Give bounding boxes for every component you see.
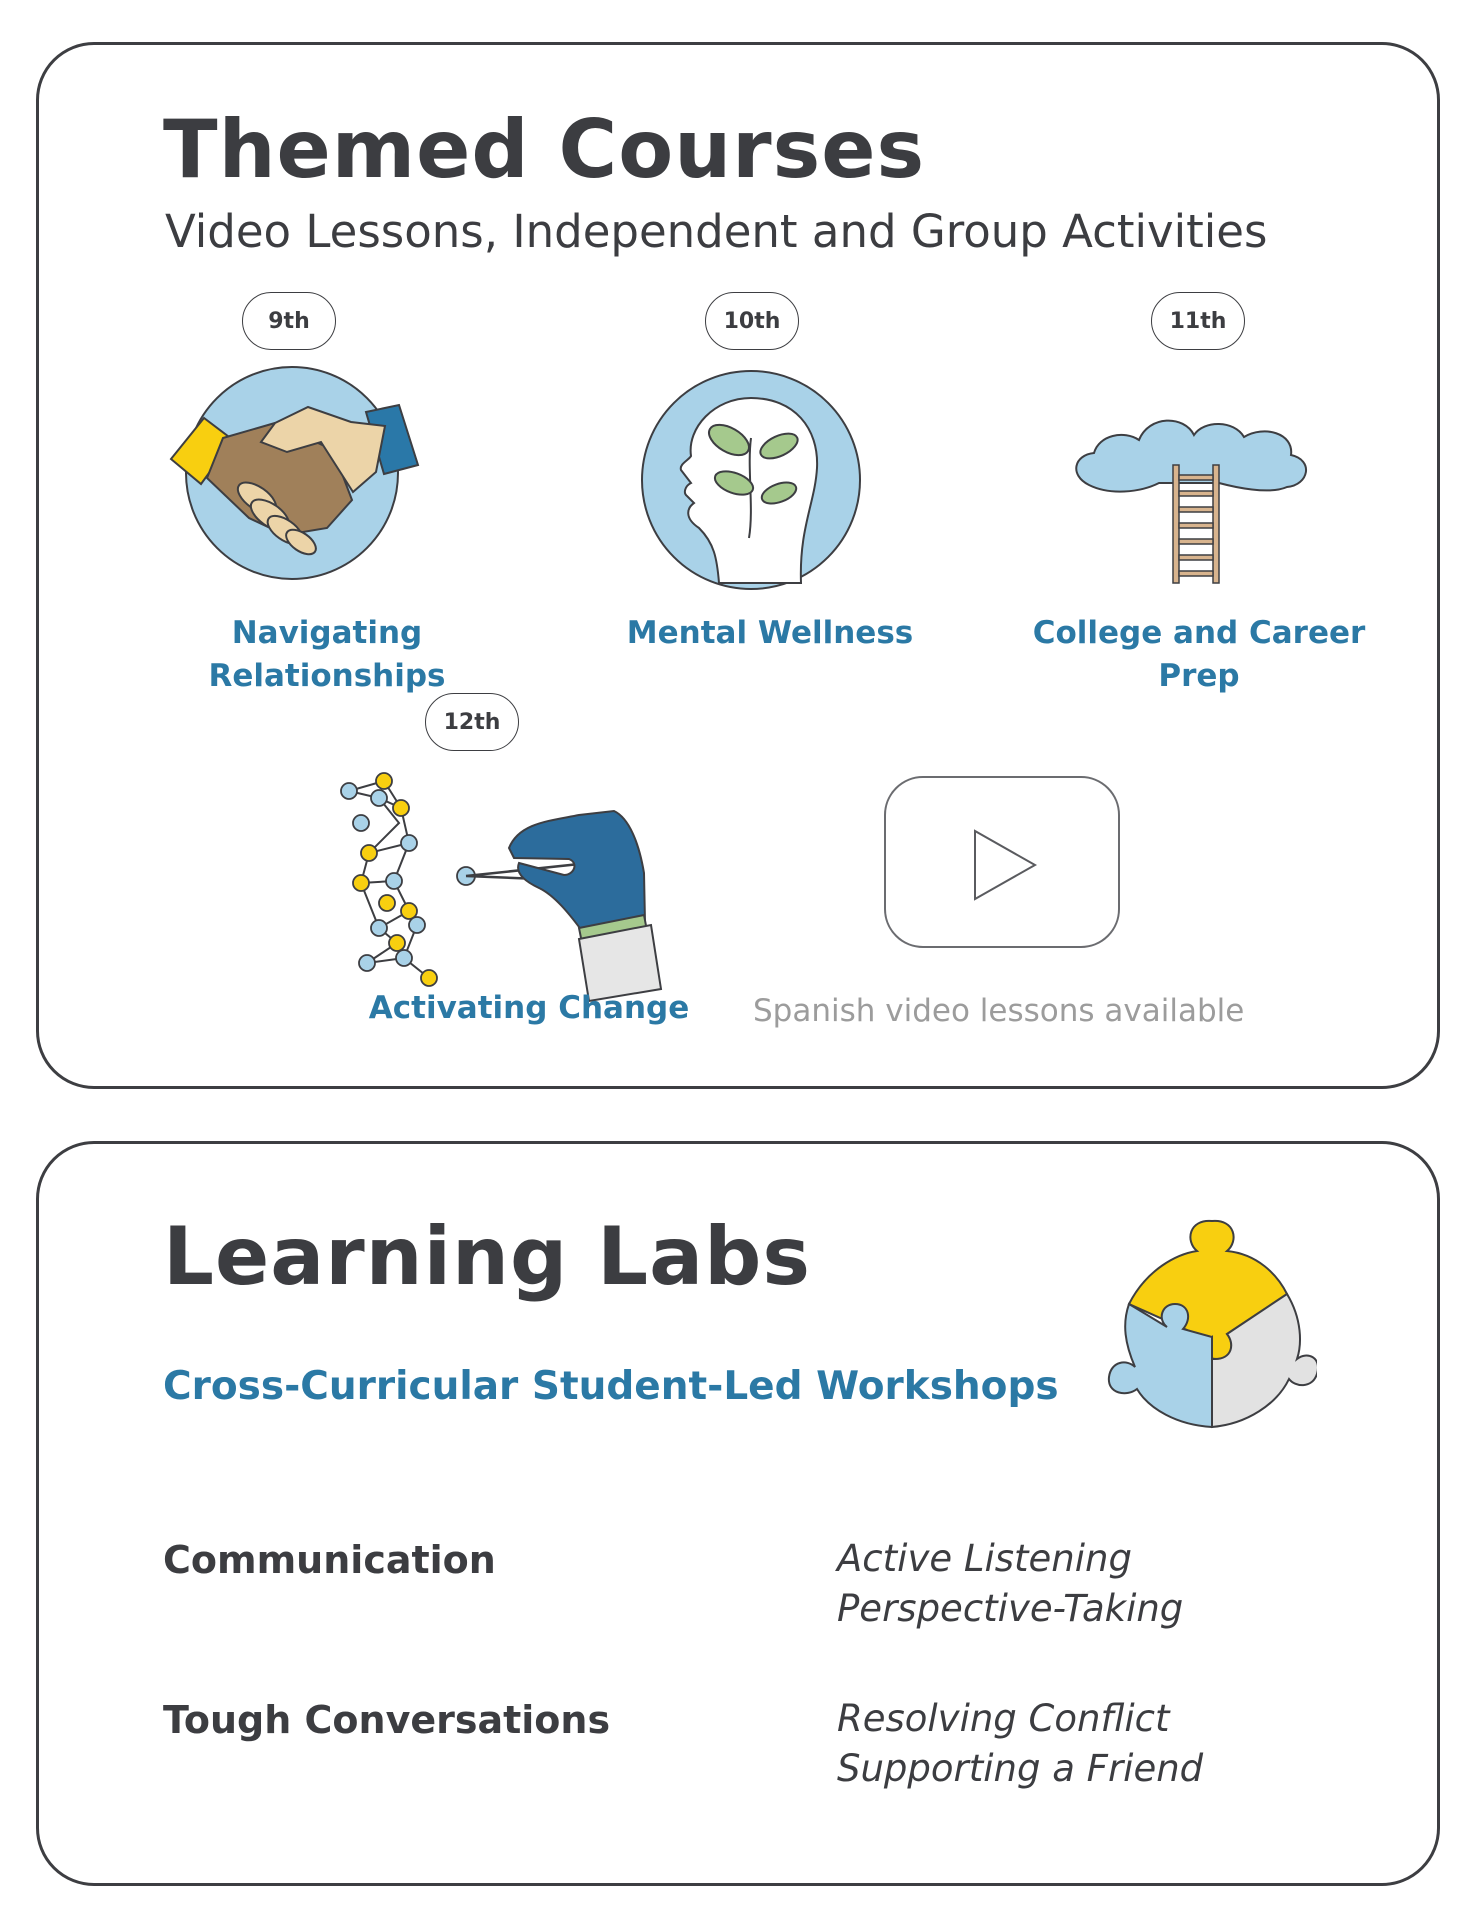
course-label-mental-wellness: [605, 612, 935, 655]
grade-badge-11th: 11th: [1151, 292, 1245, 350]
course-label-line: Activating Change: [368, 990, 690, 1026]
course-label-line: Mental Wellness: [626, 615, 914, 651]
themed-courses-subtitle: Video Lessons, Independent and Group Activities: [165, 205, 1268, 258]
workshop-topics-tough-conversations: [837, 1694, 1203, 1794]
grade-badge-9th: 9th: [242, 292, 336, 350]
course-label-line: Prep: [1158, 658, 1240, 694]
puzzle-icon: [1107, 1219, 1317, 1429]
course-label-activating-change: [339, 987, 719, 1030]
learning-labs-subtitle: Cross-Curricular Student-Led Workshops: [163, 1364, 1059, 1409]
workshop-topics-communication: [837, 1534, 1183, 1634]
themed-courses-card: [36, 42, 1440, 1089]
grade-badge-10th: 10th: [705, 292, 799, 350]
handshake-icon: [157, 360, 427, 580]
ladder-cloud-icon: [1069, 375, 1329, 595]
workshop-topic: Active Listening: [837, 1537, 1132, 1580]
workshop-skill-communication: Communication: [163, 1538, 496, 1582]
workshop-skill-tough-conversations: Tough Conversations: [163, 1698, 611, 1742]
dna-tweezers-icon: [339, 763, 679, 1003]
workshop-topic: Perspective-Taking: [837, 1587, 1184, 1630]
themed-courses-title: Themed Courses: [163, 103, 926, 196]
learning-labs-card: [36, 1141, 1440, 1886]
course-label-line: Navigating: [231, 615, 423, 651]
head-plant-icon: [639, 368, 864, 593]
grade-badge-12th: 12th: [425, 693, 519, 751]
learning-labs-title: Learning Labs: [163, 1210, 811, 1303]
course-label-college-career: [1019, 612, 1379, 698]
course-label-line: Relationships: [208, 658, 446, 694]
workshop-topic: Resolving Conflict: [837, 1697, 1170, 1740]
play-button-icon[interactable]: [883, 775, 1123, 951]
course-label-navigating-relationships: [167, 612, 487, 698]
spanish-lessons-note: Spanish video lessons available: [753, 993, 1245, 1029]
workshop-topic: Supporting a Friend: [837, 1747, 1204, 1790]
course-label-line: College and Career: [1032, 615, 1366, 651]
